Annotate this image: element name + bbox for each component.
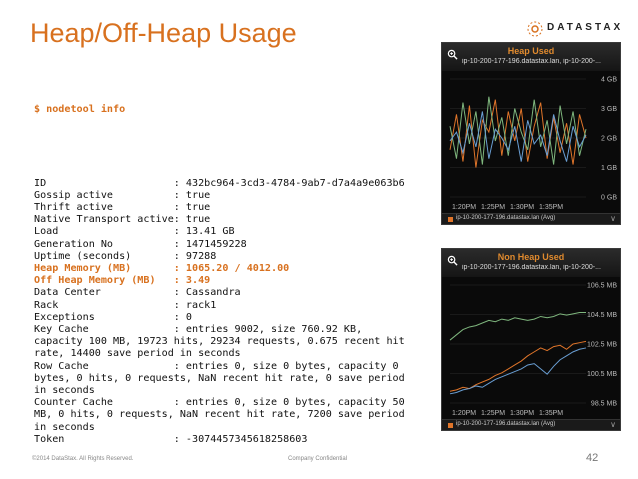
chevron-down-icon[interactable]: ∨ — [610, 214, 616, 223]
output-line: in seconds — [34, 421, 95, 433]
output-line: ID : 432bc964-3cd3-4784-9ab7-d7a4a9e063b6 — [34, 177, 405, 189]
x-tick-label: 1:35PM — [539, 410, 564, 417]
output-line: Exceptions : 0 — [34, 311, 193, 323]
panel-subtitle: ip-10-200-177-196.datastax.lan, ip-10-200-... — [462, 264, 601, 271]
output-line: Row Cache : entries 0, size 0 bytes, capacity 0 — [34, 360, 399, 372]
panel-header — [442, 249, 620, 277]
panel-title: Non Heap Used — [497, 252, 565, 262]
x-tick-label: 1:35PM — [539, 204, 564, 211]
slide-title: Heap/Off-Heap Usage — [30, 18, 297, 48]
non-heap-used-panel — [441, 248, 621, 431]
legend-label: ip-10-200-177-196.datastax.lan (Avg) — [456, 421, 556, 427]
x-tick-label: 1:20PM — [452, 410, 477, 417]
output-line: Generation No : 1471459228 — [34, 238, 247, 250]
logo-text: DATASTAX — [547, 22, 624, 33]
nodetool-output — [34, 80, 426, 458]
legend-swatch — [448, 423, 453, 428]
y-tick-label: 98.5 MB — [590, 400, 617, 408]
heap-used-panel — [441, 42, 621, 225]
y-tick-label: 102.5 MB — [587, 341, 617, 349]
output-line: Counter Cache : entries 0, size 0 bytes, capacity 50 — [34, 397, 405, 409]
x-tick-label: 1:20PM — [452, 204, 477, 211]
footer-copyright: ©2014 DataStax. All Rights Reserved. — [32, 456, 134, 462]
x-tick-label: 1:25PM — [481, 204, 506, 211]
output-line: Off Heap Memory (MB) : 3.49 — [34, 275, 211, 287]
output-line: MB, 0 hits, 0 requests, NaN recent hit rate, 7200 save period — [34, 409, 405, 421]
x-tick-label: 1:25PM — [481, 410, 506, 417]
y-tick-label: 4 GB — [601, 76, 617, 84]
panel-header — [442, 43, 620, 71]
output-line: rate, 14400 save period in seconds — [34, 348, 241, 360]
page-number: 42 — [586, 452, 599, 464]
y-tick-label: 2 GB — [601, 135, 617, 143]
output-line: Data Center : Cassandra — [34, 287, 241, 299]
output-line: capacity 100 MB, 19723 hits, 29234 requests, 0.675 recent hit — [34, 336, 405, 348]
footer-confidential: Company Confidential — [288, 456, 348, 462]
panel-legend[interactable] — [442, 213, 620, 224]
output-line: Gossip active : true — [34, 189, 211, 201]
series-line — [450, 313, 586, 341]
series-line — [450, 341, 586, 391]
y-tick-label: 100.5 MB — [587, 371, 617, 378]
y-tick-label: 106.5 MB — [587, 282, 617, 290]
chevron-down-icon[interactable]: ∨ — [610, 420, 616, 429]
output-line: Rack : rack1 — [34, 299, 217, 311]
output-line: Thrift active : true — [34, 202, 211, 214]
y-tick-label: 3 GB — [601, 106, 617, 113]
output-line: Token : -3074457345618258603 — [34, 433, 308, 445]
series-line — [450, 348, 586, 394]
heap-used-chart — [442, 71, 620, 213]
output-line: in seconds — [34, 385, 95, 397]
x-tick-label: 1:30PM — [510, 204, 535, 211]
panel-title: Heap Used — [507, 46, 555, 56]
output-line: Native Transport active: true — [34, 214, 211, 226]
output-line: Uptime (seconds) : 97288 — [34, 250, 217, 262]
y-tick-label: 104.5 MB — [587, 312, 617, 319]
command-line: $ nodetool info — [34, 104, 126, 116]
legend-swatch — [448, 217, 453, 222]
y-tick-label: 1 GB — [601, 165, 617, 172]
legend-label: ip-10-200-177-196.datastax.lan (Avg) — [456, 215, 556, 221]
y-tick-label: 0 GB — [601, 194, 617, 202]
output-line: Load : 13.41 GB — [34, 226, 235, 238]
panel-subtitle: ip-10-200-177-196.datastax.lan, ip-10-200-... — [462, 58, 601, 65]
panel-legend[interactable] — [442, 419, 620, 430]
output-line: Heap Memory (MB) : 1065.20 / 4012.00 — [34, 263, 290, 275]
non-heap-used-chart — [442, 277, 620, 419]
output-line: bytes, 0 hits, 0 requests, NaN recent hit rate, 0 save period — [34, 372, 405, 384]
output-line: Key Cache : entries 9002, size 760.92 KB, — [34, 324, 363, 336]
series-line — [450, 97, 586, 165]
x-tick-label: 1:30PM — [510, 410, 535, 417]
